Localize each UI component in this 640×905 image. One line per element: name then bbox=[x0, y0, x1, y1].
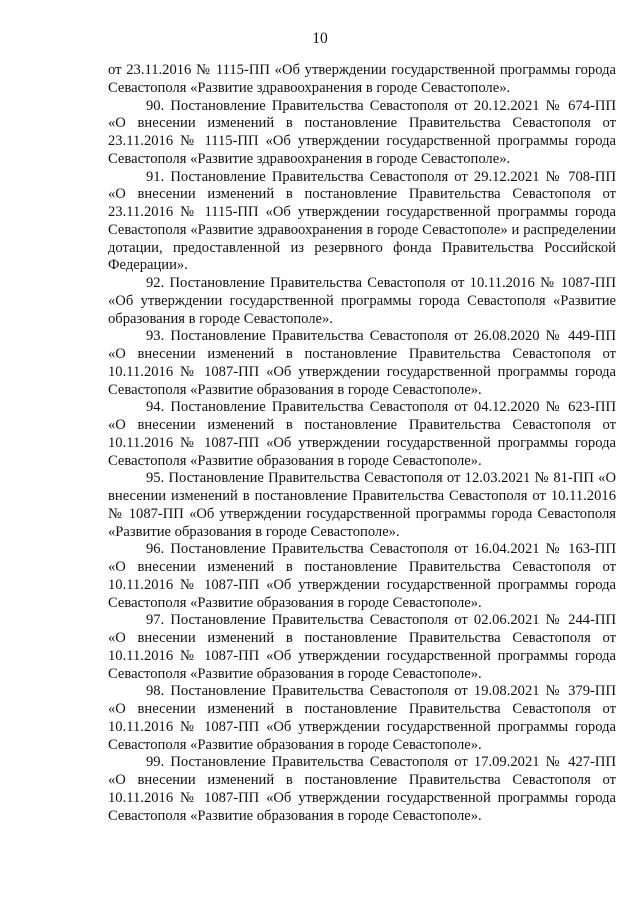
list-item-94: 94. Постановление Правительства Севастополя от 04.12.2020 № 623-ПП «О внесении изменений в постановление Правительства Севастополя от 10.11.2016 № 1087-ПП «Об утверждении государственной программы города Севастополя «Развитие образования в городе Севастополе». bbox=[108, 399, 616, 469]
document-body bbox=[108, 62, 616, 825]
list-item-97: 97. Постановление Правительства Севастополя от 02.06.2021 № 244-ПП «О внесении изменений в постановление Правительства Севастополя от 10.11.2016 № 1087-ПП «Об утверждении государственной программы города Севастополя «Развитие образования в городе Севастополе». bbox=[108, 612, 616, 682]
list-item-92: 92. Постановление Правительства Севастополя от 10.11.2016 № 1087-ПП «Об утверждении государственной программы города Севастополя «Развитие образования в городе Севастополе». bbox=[108, 275, 616, 327]
paragraph-continuation: от 23.11.2016 № 1115-ПП «Об утверждении государственной программы города Севастополя «Развитие здравоохранения в городе Севастополе». bbox=[108, 62, 616, 96]
list-item-90: 90. Постановление Правительства Севастополя от 20.12.2021 № 674-ПП «О внесении изменений в постановление Правительства Севастополя от 23.11.2016 № 1115-ПП «Об утверждении государственной программы города Севастополя «Развитие здравоохранения в городе Севастополе». bbox=[108, 97, 616, 167]
list-item-98: 98. Постановление Правительства Севастополя от 19.08.2021 № 379-ПП «О внесении изменений в постановление Правительства Севастополя от 10.11.2016 № 1087-ПП «Об утверждении государственной программы города Севастополя «Развитие образования в городе Севастополе». bbox=[108, 683, 616, 753]
list-item-93: 93. Постановление Правительства Севастополя от 26.08.2020 № 449-ПП «О внесении изменений в постановление Правительства Севастополя от 10.11.2016 № 1087-ПП «Об утверждении государственной программы города Севастополя «Развитие образования в городе Севастополе». bbox=[108, 328, 616, 398]
list-item-91: 91. Постановление Правительства Севастополя от 29.12.2021 № 708-ПП «О внесении изменений в постановление Правительства Севастополя от 23.11.2016 № 1115-ПП «Об утверждении государственной программы города Севастополя «Развитие здравоохранения в городе Севастополе» и распределении дотации, предоставленной из резервного фонда Правительства Российской Федерации». bbox=[108, 168, 616, 274]
list-item-95: 95. Постановление Правительства Севастополя от 12.03.2021 № 81-ПП «О внесении изменений в постановление Правительства Севастополя от 10.11.2016 № 1087-ПП «Об утверждении государственной программы города Севастополя «Развитие образования в городе Севастополе». bbox=[108, 470, 616, 540]
list-item-99: 99. Постановление Правительства Севастополя от 17.09.2021 № 427-ПП «О внесении изменений в постановление Правительства Севастополя от 10.11.2016 № 1087-ПП «Об утверждении государственной программы города Севастополя «Развитие образования в городе Севастополе». bbox=[108, 754, 616, 824]
page-number: 10 bbox=[312, 30, 328, 47]
list-item-96: 96. Постановление Правительства Севастополя от 16.04.2021 № 163-ПП «О внесении изменений в постановление Правительства Севастополя от 10.11.2016 № 1087-ПП «Об утверждении государственной программы города Севастополя «Развитие образования в городе Севастополе». bbox=[108, 541, 616, 611]
